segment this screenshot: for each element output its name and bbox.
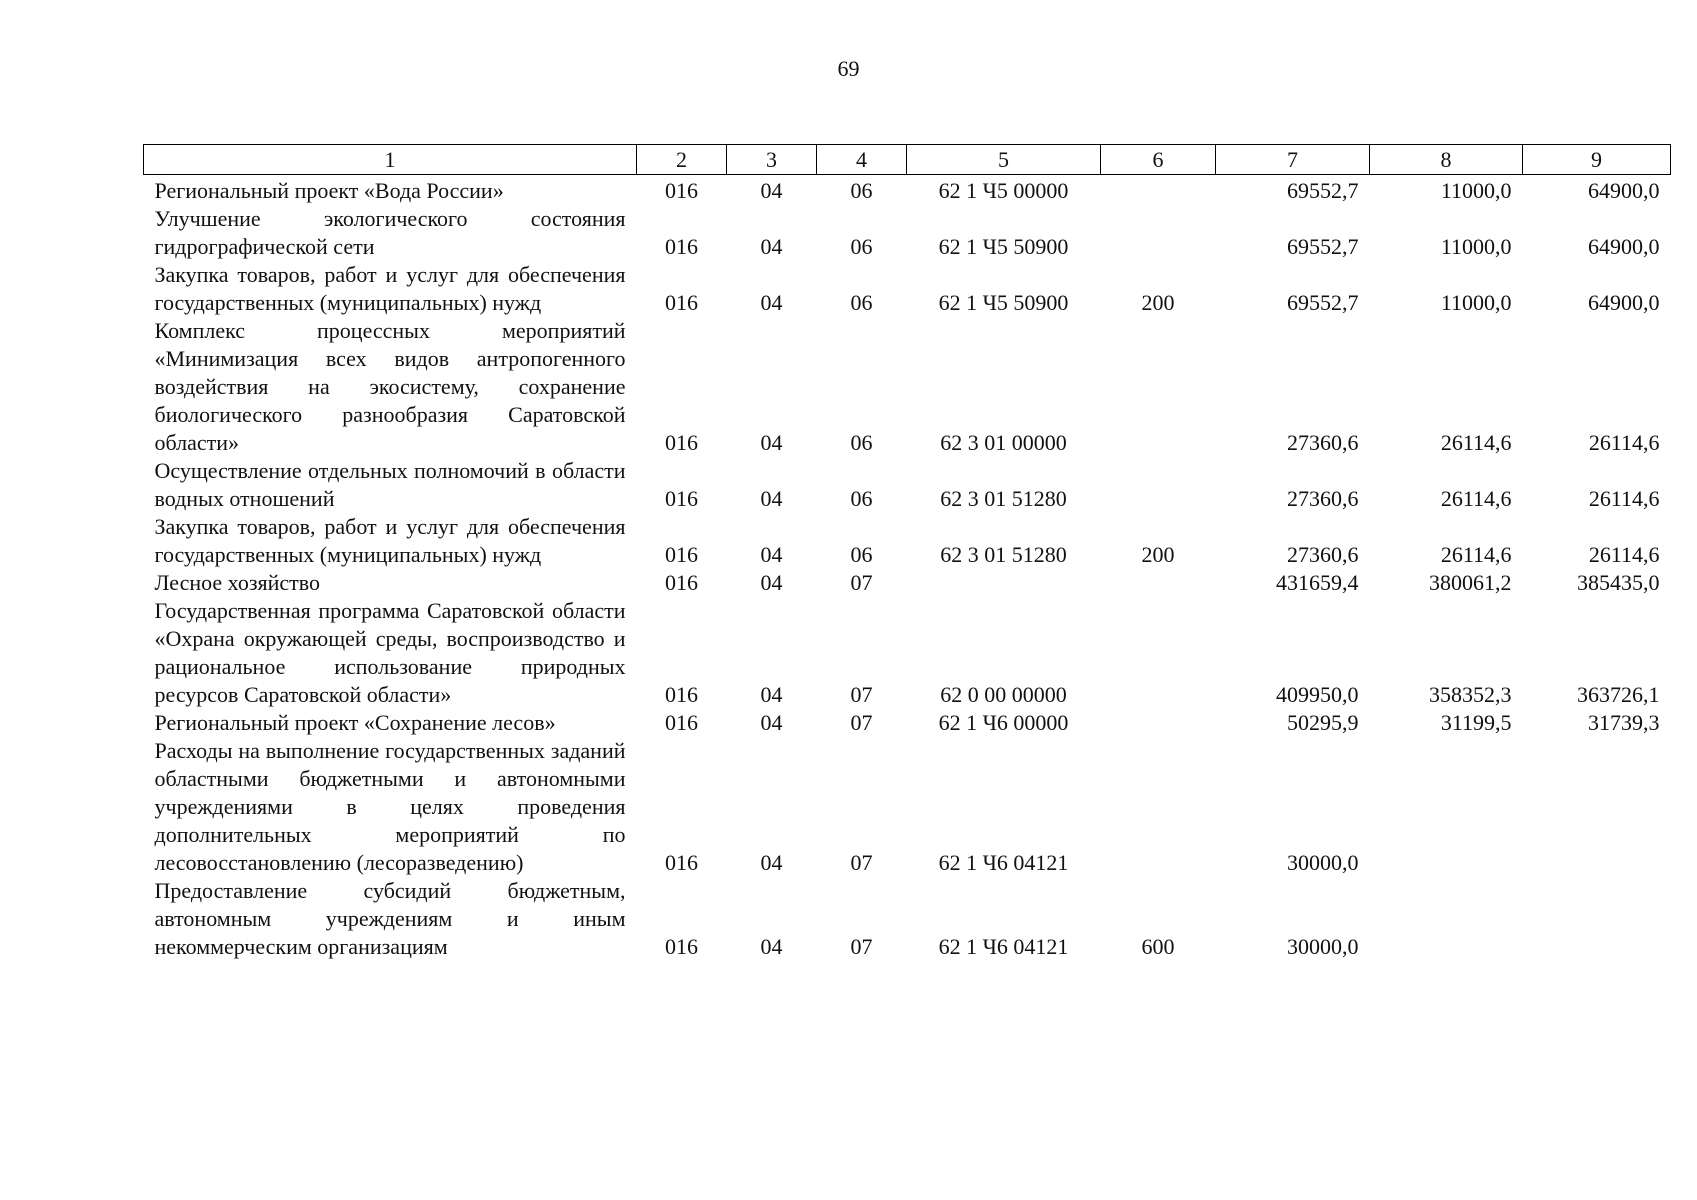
row-value-2: 11000,0 [1440,178,1512,203]
row-value-1: 30000,0 [1287,934,1359,959]
row-ved: 016 [665,542,698,567]
row-pr: 06 [850,542,873,567]
row-value-3: 26114,6 [1588,542,1660,567]
table-row [144,205,1671,261]
row-value-3: 26114,6 [1588,486,1660,511]
column-header: 6 [1101,145,1216,175]
row-rz: 04 [760,934,783,959]
row-value-2: 380061,2 [1429,570,1512,595]
table-header-row [144,145,1671,175]
row-pr: 06 [850,290,873,315]
row-value-3: 64900,0 [1588,290,1660,315]
table-row [144,877,1671,961]
row-vr [1101,175,1216,206]
column-header: 2 [637,145,727,175]
table-row [144,737,1671,877]
row-vr: 600 [1141,934,1175,959]
column-header: 3 [727,145,817,175]
row-vr: 200 [1141,290,1175,315]
row-value-2: 358352,3 [1429,682,1512,707]
row-csr: 62 1 Ч5 50900 [938,234,1069,259]
row-vr [1101,317,1216,457]
row-value-2 [1370,877,1523,961]
table-row [144,709,1671,737]
budget-table [143,144,1671,961]
row-value-3: 64900,0 [1588,234,1660,259]
row-value-2: 31199,5 [1440,710,1512,735]
table-row [144,317,1671,457]
row-value-1: 409950,0 [1276,682,1359,707]
row-value-1: 27360,6 [1287,430,1359,455]
row-csr [907,569,1101,597]
row-name: Региональный проект «Вода России» [154,178,504,203]
column-header: 8 [1370,145,1523,175]
row-csr: 62 3 01 51280 [940,486,1067,511]
row-vr [1101,597,1216,709]
row-rz: 04 [760,178,783,203]
row-value-2: 26114,6 [1440,486,1512,511]
table-row [144,175,1671,206]
row-pr: 06 [850,178,873,203]
row-ved: 016 [665,178,698,203]
row-csr: 62 3 01 51280 [940,542,1067,567]
row-value-3: 26114,6 [1588,430,1660,455]
row-csr: 62 1 Ч6 04121 [938,850,1069,875]
row-ved: 016 [665,430,698,455]
column-header: 7 [1216,145,1370,175]
row-csr: 62 1 Ч6 00000 [938,710,1069,735]
row-pr: 06 [850,234,873,259]
row-name: Предоставление субсидий бюджетным, автономным учреждениям и иным некоммерческим организациям [154,878,626,959]
row-pr: 07 [850,710,873,735]
row-csr: 62 0 00 00000 [940,682,1067,707]
row-value-2: 11000,0 [1440,290,1512,315]
row-pr: 06 [850,430,873,455]
row-csr: 62 1 Ч5 50900 [938,290,1069,315]
table-row [144,261,1671,317]
row-vr [1101,205,1216,261]
row-name: Закупка товаров, работ и услуг для обеспечения государственных (муниципальных) нужд [154,262,626,315]
row-csr: 62 3 01 00000 [940,430,1067,455]
row-name: Закупка товаров, работ и услуг для обеспечения государственных (муниципальных) нужд [154,514,626,567]
column-header: 9 [1523,145,1671,175]
row-rz: 04 [760,542,783,567]
row-rz: 04 [760,486,783,511]
table-row [144,597,1671,709]
row-pr: 07 [850,570,873,595]
row-vr [1101,709,1216,737]
row-pr: 06 [850,486,873,511]
row-value-1: 27360,6 [1287,486,1359,511]
column-header: 4 [817,145,907,175]
row-ved: 016 [665,234,698,259]
row-value-2: 26114,6 [1440,542,1512,567]
row-value-1: 27360,6 [1287,542,1359,567]
row-value-2: 11000,0 [1440,234,1512,259]
row-value-3 [1523,737,1671,877]
row-name: Комплекс процессных мероприятий «Минимизация всех видов антропогенного воздействия на экосистему, сохранение биологического разнообразия Саратовской области» [154,318,626,455]
row-ved: 016 [665,850,698,875]
row-name: Осуществление отдельных полномочий в области водных отношений [154,458,626,511]
row-ved: 016 [665,710,698,735]
row-ved: 016 [665,486,698,511]
row-value-2 [1370,737,1523,877]
row-rz: 04 [760,710,783,735]
row-value-3: 31739,3 [1588,710,1660,735]
row-name: Расходы на выполнение государственных заданий областными бюджетными и автономными учреждениями в целях проведения дополнительных мероприятий по лесовосстановлению (лесоразведению) [154,738,626,875]
row-pr: 07 [850,934,873,959]
row-pr: 07 [850,682,873,707]
row-csr: 62 1 Ч6 04121 [938,934,1069,959]
row-value-3: 385435,0 [1577,570,1660,595]
row-pr: 07 [850,850,873,875]
table-row [144,569,1671,597]
row-rz: 04 [760,290,783,315]
row-ved: 016 [665,570,698,595]
row-rz: 04 [760,850,783,875]
row-name: Лесное хозяйство [154,570,321,595]
row-value-3: 363726,1 [1577,682,1660,707]
row-vr [1101,457,1216,513]
row-vr [1101,569,1216,597]
row-rz: 04 [760,682,783,707]
row-value-1: 50295,9 [1287,710,1359,735]
row-csr: 62 1 Ч5 00000 [938,178,1069,203]
row-vr: 200 [1141,542,1175,567]
row-ved: 016 [665,290,698,315]
row-value-1: 431659,4 [1276,570,1359,595]
row-value-1: 69552,7 [1287,178,1359,203]
row-value-1: 69552,7 [1287,290,1359,315]
row-value-1: 30000,0 [1287,850,1359,875]
row-name: Государственная программа Саратовской области «Охрана окружающей среды, воспроизводство и рациональное использование природных ресурсов Саратовской области» [154,598,626,707]
row-value-2: 26114,6 [1440,430,1512,455]
row-name: Региональный проект «Сохранение лесов» [154,710,556,735]
column-header: 1 [144,145,637,175]
row-ved: 016 [665,682,698,707]
row-ved: 016 [665,934,698,959]
row-value-1: 69552,7 [1287,234,1359,259]
row-rz: 04 [760,234,783,259]
column-header: 5 [907,145,1101,175]
table-row [144,457,1671,513]
row-name: Улучшение экологического состояния гидрографической сети [154,206,626,259]
row-value-3 [1523,877,1671,961]
row-vr [1101,737,1216,877]
row-rz: 04 [760,430,783,455]
row-value-3: 64900,0 [1588,178,1660,203]
table-row [144,513,1671,569]
row-rz: 04 [760,570,783,595]
page-number: 69 [837,56,860,81]
